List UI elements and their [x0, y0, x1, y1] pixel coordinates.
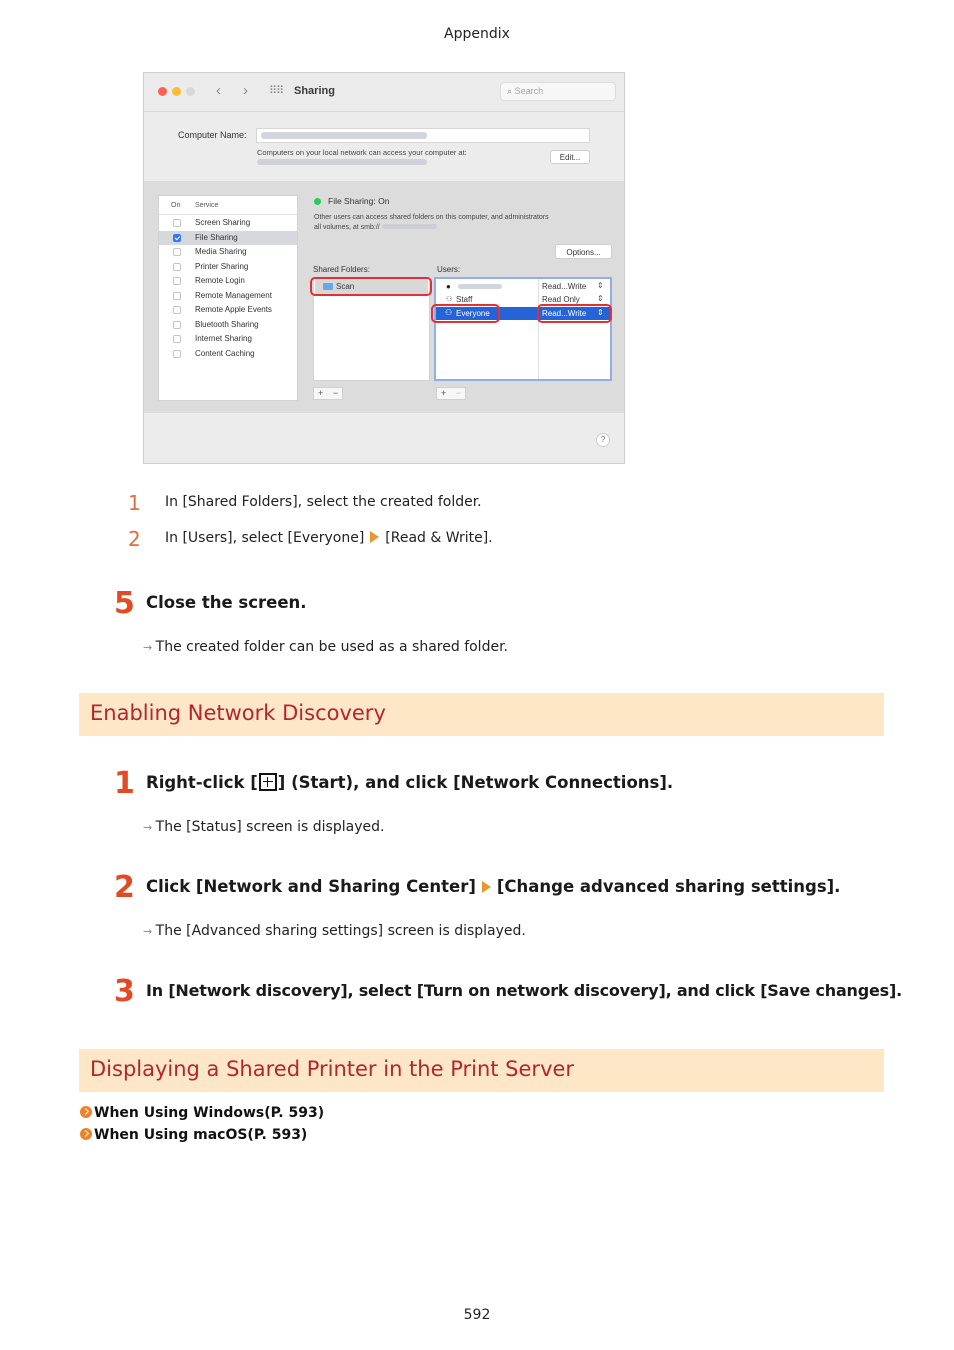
service-row[interactable]: [159, 303, 297, 317]
computer-address-note: Computers on your local network can access your computer at:: [257, 148, 467, 157]
service-row[interactable]: [159, 216, 297, 230]
list-head-on: On: [171, 202, 181, 209]
service-row[interactable]: [159, 245, 297, 259]
link-windows[interactable]: [80, 1105, 324, 1121]
forward-chevron-icon[interactable]: ›: [243, 82, 248, 99]
status-on-icon: [314, 198, 321, 205]
add-folder-button[interactable]: +: [318, 388, 324, 398]
description-line-1: Other users can access shared folders on this computer, and administrators: [314, 214, 549, 221]
service-checkbox[interactable]: [173, 350, 181, 358]
service-name: Remote Apple Events: [195, 305, 272, 314]
user-add-remove: [436, 387, 466, 400]
computer-name-label: Computer Name:: [178, 130, 247, 140]
list-head-service: Service: [195, 202, 219, 209]
perm-user[interactable]: Read...Write: [542, 282, 587, 291]
page-header: Appendix: [444, 26, 510, 42]
description-line-2: all volumes, at smb://: [314, 224, 380, 231]
service-row[interactable]: [159, 274, 297, 288]
windows-start-icon: [259, 773, 277, 791]
step-number: 3: [114, 974, 135, 1009]
updown-icon[interactable]: ⇕: [597, 281, 604, 290]
service-name: Internet Sharing: [195, 334, 252, 343]
service-list: [158, 195, 298, 401]
page-number: 592: [463, 1307, 491, 1323]
step-text-a: Right-click [: [146, 773, 258, 792]
result-arrow-icon: →: [143, 641, 152, 654]
users-column-divider: [538, 279, 539, 379]
arrow-right-icon: [370, 531, 379, 543]
search-input[interactable]: [500, 82, 616, 101]
user-staff[interactable]: Staff: [456, 295, 473, 304]
window-title: Sharing: [294, 85, 335, 97]
link-text: When Using macOS(P. 593): [94, 1127, 308, 1143]
service-checkbox[interactable]: [173, 248, 181, 256]
step-text-b: ] (Start), and click [Network Connections].: [277, 773, 674, 792]
service-checkbox[interactable]: [173, 306, 181, 314]
list-divider: [159, 214, 297, 215]
folder-name: Scan: [336, 282, 355, 291]
substep-text: In [Shared Folders], select the created folder.: [165, 494, 482, 510]
service-checkbox[interactable]: [173, 321, 181, 329]
group-icon: ⚇: [445, 308, 453, 317]
highlight-everyone: [431, 304, 500, 323]
service-checkbox[interactable]: [173, 219, 181, 227]
group-icon: ⚇: [446, 296, 453, 303]
step-number: 2: [114, 870, 135, 905]
link-text: When Using Windows(P. 593): [94, 1105, 325, 1121]
service-checkbox[interactable]: [173, 263, 181, 271]
sharing-screenshot: [143, 72, 625, 464]
section-title: Displaying a Shared Printer in the Print Server: [90, 1057, 575, 1081]
result-arrow-icon: →: [143, 821, 152, 834]
computer-name-field[interactable]: [256, 128, 590, 143]
perm-everyone[interactable]: Read...Write: [542, 309, 587, 318]
service-name: Remote Login: [195, 276, 245, 285]
folder-add-remove: [313, 387, 343, 400]
help-button[interactable]: ?: [596, 433, 610, 447]
search-icon: ⌕: [507, 86, 513, 96]
minimize-window-icon[interactable]: [172, 87, 181, 96]
step-title: [146, 773, 673, 792]
highlight-read-write: [537, 304, 612, 323]
section-title: Enabling Network Discovery: [90, 701, 386, 725]
step-text-a: Click [Network and Sharing Center]: [146, 877, 476, 896]
service-checkbox[interactable]: [173, 292, 181, 300]
service-name: File Sharing: [195, 232, 238, 242]
service-name: Content Caching: [195, 348, 255, 358]
updown-icon[interactable]: ⇕: [597, 308, 604, 317]
remove-folder-button[interactable]: −: [333, 388, 339, 398]
service-row[interactable]: [159, 289, 297, 303]
redacted-smb: [382, 224, 437, 229]
sharing-description: [314, 213, 614, 233]
perm-staff[interactable]: Read Only: [542, 295, 580, 304]
step-title: [146, 877, 840, 896]
service-row[interactable]: [159, 318, 297, 332]
step-result: [143, 819, 384, 835]
zoom-window-icon[interactable]: [186, 87, 195, 96]
updown-icon[interactable]: ⇕: [597, 294, 604, 303]
service-row[interactable]: [159, 332, 297, 346]
file-sharing-status: File Sharing: On: [328, 196, 390, 206]
step-title: Close the screen.: [146, 593, 307, 612]
remove-user-button[interactable]: −: [456, 388, 462, 398]
result-text: The [Advanced sharing settings] screen is displayed.: [155, 923, 526, 939]
section-heading-band: [79, 693, 884, 736]
redacted-name: [261, 132, 427, 139]
redacted-address: [257, 159, 427, 165]
link-arrow-icon: [80, 1128, 92, 1140]
edit-button[interactable]: Edit...: [550, 150, 590, 164]
close-window-icon[interactable]: [158, 87, 167, 96]
service-row[interactable]: [159, 231, 297, 245]
service-checkbox[interactable]: [173, 277, 181, 285]
link-macos[interactable]: [80, 1127, 307, 1143]
user-everyone: Everyone: [456, 309, 490, 318]
add-user-button[interactable]: +: [441, 388, 447, 398]
shared-folders-label: Shared Folders:: [313, 265, 370, 274]
result-text: The [Status] screen is displayed.: [155, 819, 385, 835]
service-checkbox[interactable]: [173, 234, 181, 242]
substep-text-b: [Read & Write].: [385, 530, 493, 546]
users-label: Users:: [437, 265, 461, 274]
substep-text: [165, 530, 493, 546]
search-placeholder: Search: [514, 86, 544, 96]
arrow-right-icon: [482, 881, 491, 893]
service-checkbox[interactable]: [173, 335, 181, 343]
substep-number: 1: [128, 491, 141, 515]
service-name: Screen Sharing: [195, 218, 251, 227]
step-number: 5: [114, 586, 135, 621]
result-arrow-icon: →: [143, 925, 152, 938]
step-number: 1: [114, 766, 135, 801]
grid-icon[interactable]: ⠿⠿: [269, 85, 284, 97]
highlight-folder: [310, 277, 432, 296]
service-name: Media Sharing: [195, 247, 247, 256]
result-text: The created folder can be used as a shared folder.: [155, 639, 508, 655]
step-result: [143, 923, 526, 939]
back-chevron-icon[interactable]: ‹: [216, 82, 221, 99]
options-button[interactable]: Options...: [555, 244, 612, 259]
window-titlebar: [144, 73, 624, 112]
service-name: Printer Sharing: [195, 261, 249, 271]
step-text-b: [Change advanced sharing settings].: [496, 877, 841, 896]
redacted-user: [458, 284, 502, 289]
substep-text-a: In [Users], select [Everyone]: [165, 530, 365, 546]
service-row[interactable]: [159, 347, 297, 361]
step-title: In [Network discovery], select [Turn on network discovery], and click [Save changes].: [146, 981, 902, 1000]
substep-number: 2: [128, 527, 141, 551]
service-name: Bluetooth Sharing: [195, 319, 259, 329]
link-arrow-icon: [80, 1106, 92, 1118]
service-name: Remote Management: [195, 290, 272, 300]
section-heading-band: [79, 1049, 884, 1092]
step-result: [143, 639, 508, 655]
service-row[interactable]: [159, 260, 297, 274]
user-icon: ●: [446, 282, 451, 291]
users-list: [434, 277, 612, 381]
